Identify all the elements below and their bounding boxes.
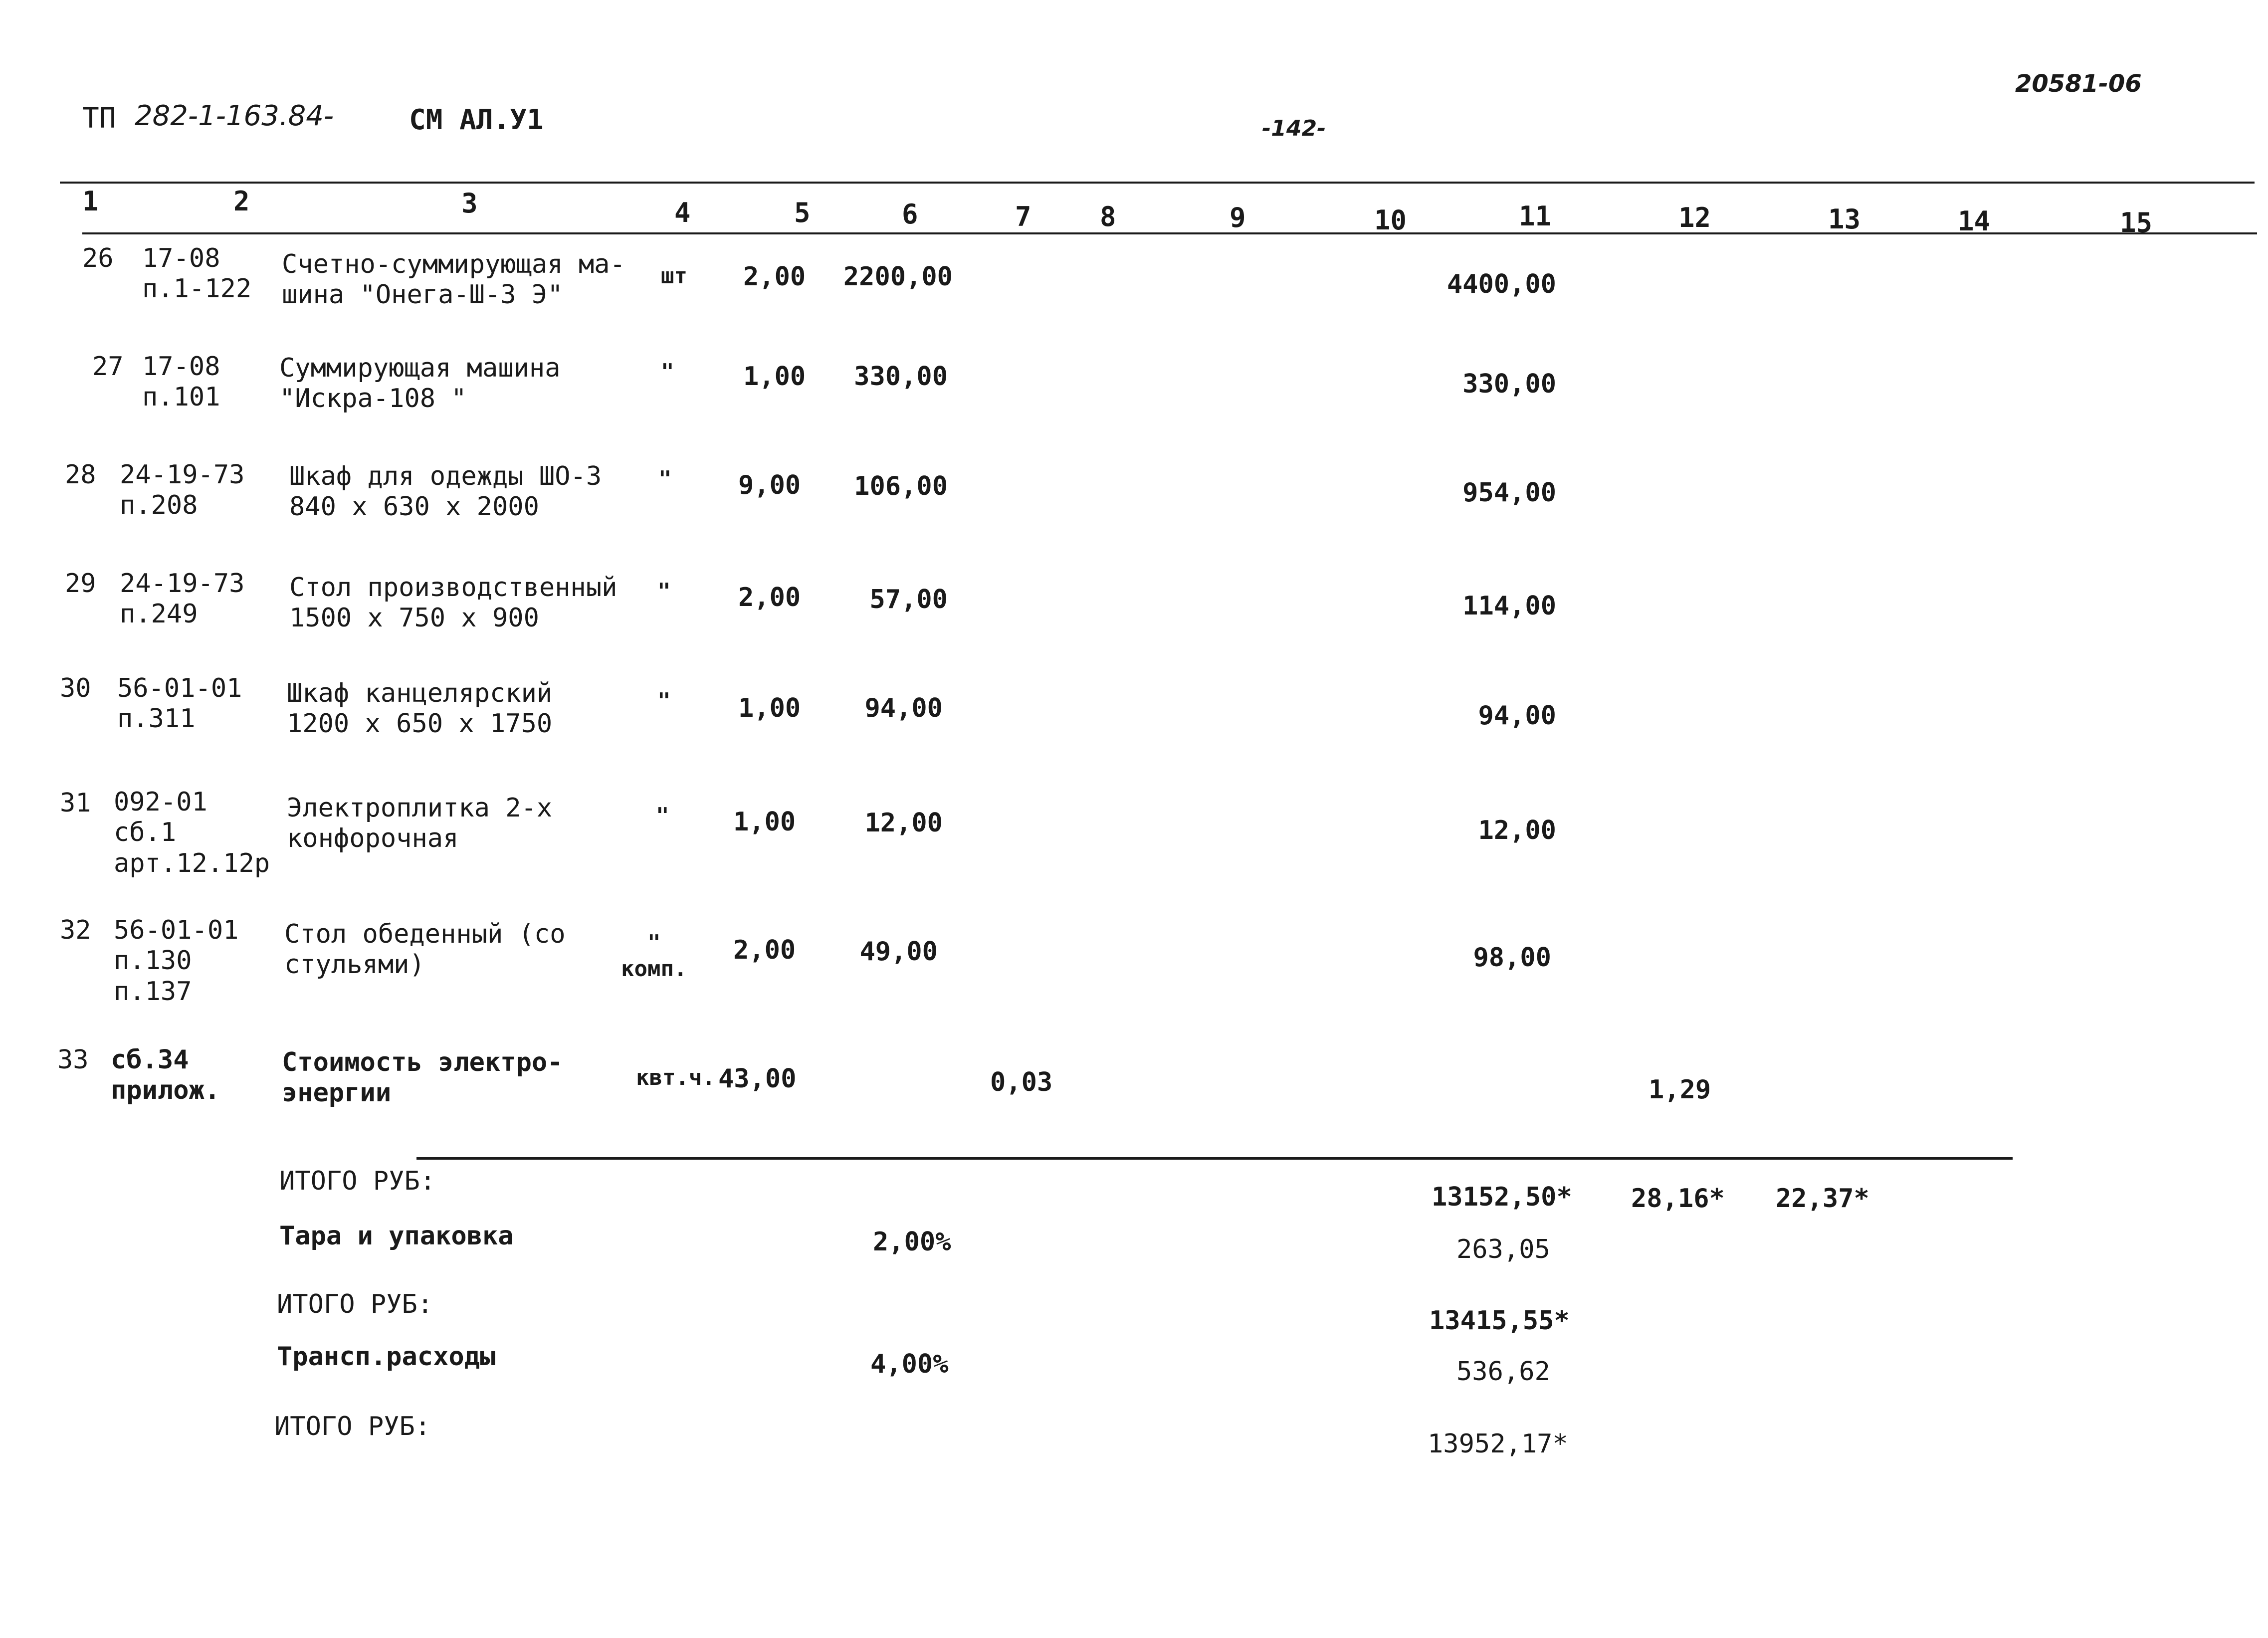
row-price: 49,00 bbox=[859, 937, 938, 967]
row-unit: " bbox=[656, 803, 669, 828]
row-price: 57,00 bbox=[869, 585, 948, 614]
total-pct: 2,00% bbox=[873, 1227, 951, 1257]
total-col12: 28,16* bbox=[1631, 1184, 1725, 1214]
column-numbers-rule bbox=[82, 232, 2257, 234]
row-qty: 9,00 bbox=[738, 470, 801, 500]
total-label: ИТОГО РУБ: bbox=[279, 1166, 436, 1196]
row-price: 106,00 bbox=[854, 471, 948, 501]
row-name: Электроплитка 2-х конфорочная bbox=[287, 793, 553, 854]
column-number-1: 1 bbox=[82, 186, 99, 217]
row-col11: 94,00 bbox=[1478, 701, 1556, 731]
column-number-6: 6 bbox=[902, 199, 918, 230]
row-price: 12,00 bbox=[864, 808, 943, 838]
row-col11: 98,00 bbox=[1473, 943, 1551, 973]
row-col12: 1,29 bbox=[1649, 1075, 1711, 1105]
total-col13: 22,37* bbox=[1776, 1184, 1869, 1214]
row-price: 94,00 bbox=[864, 693, 943, 723]
row-col7: 0,03 bbox=[990, 1067, 1053, 1097]
column-number-5: 5 bbox=[794, 197, 811, 228]
row-name: Счетно-суммирующая ма- шина "Онега-Ш-3 Э" bbox=[282, 249, 625, 310]
doc-code-suffix: СМ АЛ.У1 bbox=[409, 104, 544, 136]
row-qty: 2,00 bbox=[738, 583, 801, 613]
row-price: 330,00 bbox=[854, 362, 948, 392]
column-number-12: 12 bbox=[1678, 202, 1711, 233]
row-code: 24-19-73 п.208 bbox=[120, 460, 245, 521]
row-code: 17-08 п.101 bbox=[142, 352, 220, 412]
row-number: 30 bbox=[60, 673, 91, 703]
row-code: 092-01 сб.1 арт.12.12р bbox=[114, 787, 270, 878]
row-number: 33 bbox=[57, 1045, 89, 1075]
totals-rule bbox=[416, 1157, 2013, 1160]
column-number-9: 9 bbox=[1230, 202, 1246, 233]
total-label: Тара и упаковка bbox=[279, 1221, 514, 1251]
row-code: 24-19-73 п.249 bbox=[120, 569, 245, 629]
column-number-11: 11 bbox=[1519, 201, 1552, 232]
row-code: 17-08 п.1-122 bbox=[142, 243, 252, 304]
doc-code-handwritten: 282-1-163.84- bbox=[135, 100, 334, 132]
row-number: 28 bbox=[65, 460, 96, 490]
total-col11: 263,05 bbox=[1456, 1234, 1550, 1264]
column-number-2: 2 bbox=[233, 186, 250, 217]
row-number: 27 bbox=[92, 352, 124, 382]
row-qty: 1,00 bbox=[743, 362, 806, 392]
column-number-10: 10 bbox=[1374, 205, 1407, 236]
column-number-8: 8 bbox=[1100, 201, 1116, 232]
total-col11: 13952,17* bbox=[1428, 1429, 1568, 1459]
page-number: -142- bbox=[1262, 116, 1326, 141]
row-number: 26 bbox=[82, 243, 114, 273]
column-number-15: 15 bbox=[2120, 207, 2153, 238]
total-label: ИТОГО РУБ: bbox=[277, 1289, 433, 1319]
table-top-rule bbox=[60, 182, 2255, 184]
row-code: 56-01-01 п.311 bbox=[117, 673, 242, 734]
row-col11: 114,00 bbox=[1462, 591, 1556, 621]
total-label: Трансп.расходы bbox=[277, 1342, 496, 1372]
row-number: 32 bbox=[60, 915, 91, 945]
row-name: Суммирующая машина "Искра-108 " bbox=[279, 353, 561, 414]
total-col11: 13152,50* bbox=[1432, 1182, 1572, 1212]
doc-code-prefix: ТП bbox=[82, 102, 116, 135]
row-qty: 2,00 bbox=[743, 262, 806, 292]
column-number-13: 13 bbox=[1828, 204, 1861, 235]
total-label: ИТОГО РУБ: bbox=[274, 1412, 431, 1441]
row-qty: 1,00 bbox=[733, 807, 796, 837]
row-qty: 43,00 bbox=[718, 1064, 797, 1094]
row-name: Стол производственный 1500 х 750 х 900 bbox=[289, 573, 618, 633]
row-name: Стоимость электро- энергии bbox=[282, 1047, 563, 1108]
row-price: 2200,00 bbox=[843, 262, 953, 292]
row-unit: " комп. bbox=[621, 930, 687, 982]
column-number-4: 4 bbox=[674, 197, 691, 228]
total-pct: 4,00% bbox=[870, 1349, 949, 1379]
row-code: сб.34 прилож. bbox=[111, 1045, 220, 1106]
row-unit: квт.ч. bbox=[636, 1065, 715, 1090]
row-unit: " bbox=[657, 579, 671, 604]
total-col11: 13415,55* bbox=[1429, 1306, 1570, 1336]
row-qty: 2,00 bbox=[733, 935, 796, 965]
row-name: Шкаф канцелярский 1200 х 650 х 1750 bbox=[287, 678, 553, 739]
column-number-7: 7 bbox=[1015, 201, 1031, 232]
row-col11: 954,00 bbox=[1462, 478, 1556, 508]
column-number-3: 3 bbox=[461, 188, 478, 219]
row-unit: " bbox=[661, 359, 674, 385]
row-unit: " bbox=[657, 688, 671, 714]
row-code: 56-01-01 п.130 п.137 bbox=[114, 915, 239, 1007]
row-unit: " bbox=[658, 466, 672, 492]
column-number-14: 14 bbox=[1958, 205, 1991, 237]
archive-number: 20581-06 bbox=[2015, 70, 2142, 98]
row-number: 29 bbox=[65, 569, 96, 599]
row-col11: 330,00 bbox=[1462, 369, 1556, 399]
row-col11: 4400,00 bbox=[1446, 269, 1556, 299]
row-number: 31 bbox=[60, 788, 91, 818]
row-name: Стол обеденный (со стульями) bbox=[284, 919, 566, 980]
row-qty: 1,00 bbox=[738, 693, 801, 723]
row-col11: 12,00 bbox=[1478, 816, 1556, 845]
row-unit: шт bbox=[661, 263, 687, 289]
row-name: Шкаф для одежды ШО-3 840 х 630 х 2000 bbox=[289, 461, 602, 522]
total-col11: 536,62 bbox=[1456, 1357, 1550, 1387]
